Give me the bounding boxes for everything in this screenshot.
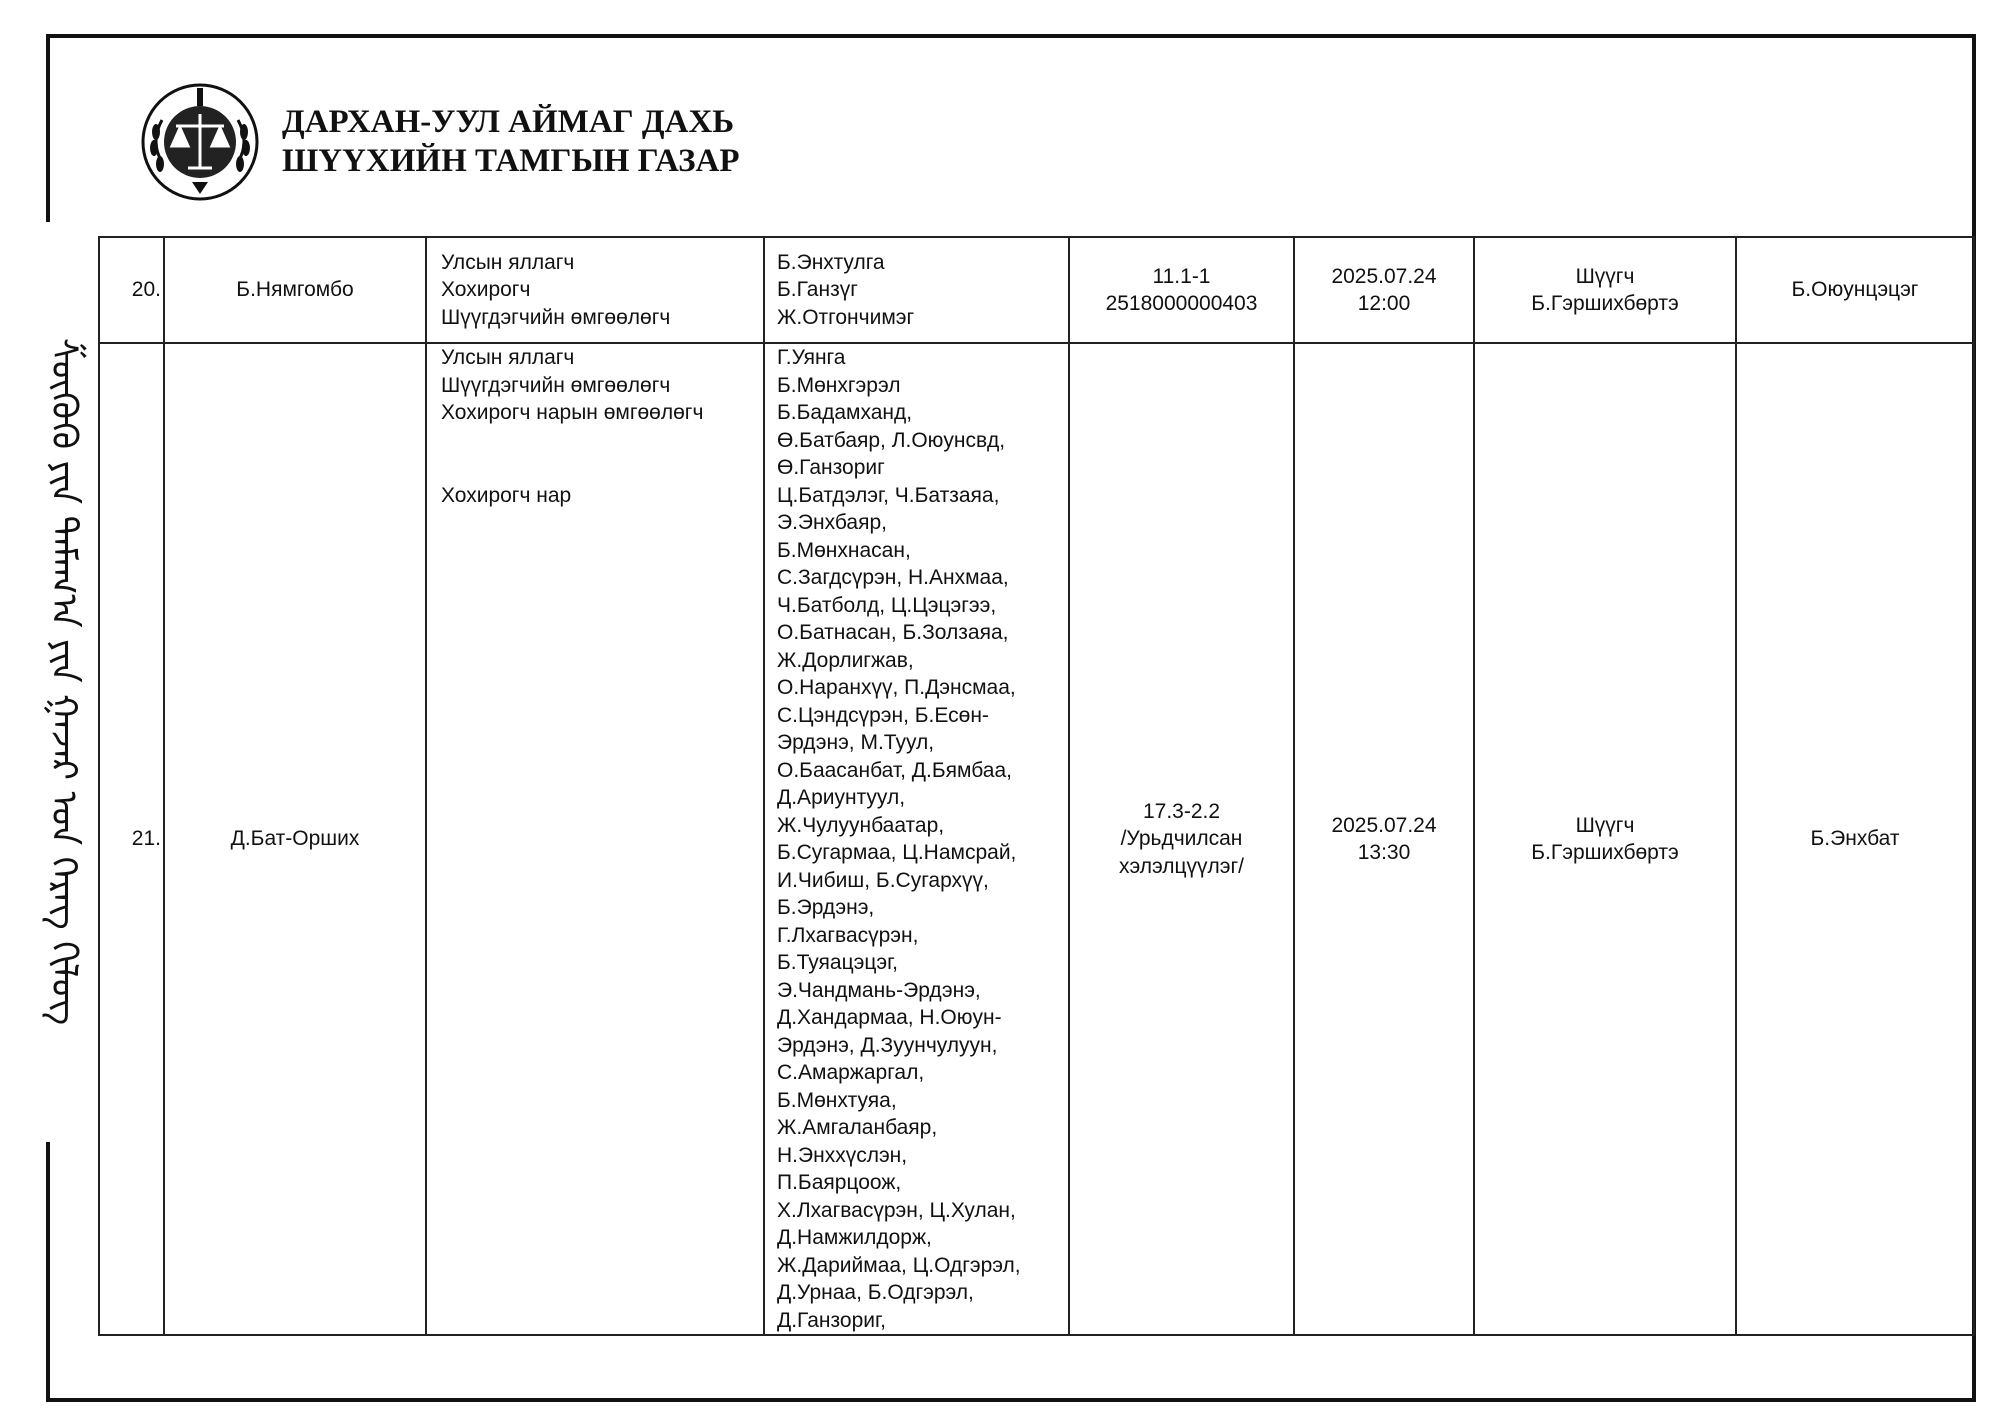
document-header <box>140 82 739 202</box>
defendant-name: Б.Нямгомбо <box>164 237 426 343</box>
vertical-margin-script: ᠱᠦᠭᠦᠬᠦ ᠶᠢᠨ ᠲᠠᠮᠠᠭ᠎ᠠ ᠶᠢᠨ ᠭᠠᠵᠠᠷ ᠤᠨ ᠬᠡᠷᠡᠭ ᠬᠢᠯᠦᠭ <box>46 222 80 1142</box>
participant-roles-group-a: Улсын яллагч Шүүгдэгчийн өмгөөлөгч Хохирогч нарын өмгөөлөгч <box>441 346 704 424</box>
organization-name-line1: ДАРХАН-УУЛ АЙМАГ ДАХЬ <box>282 104 735 140</box>
court-schedule-table <box>98 236 1975 1336</box>
hearing-datetime: 2025.07.24 13:30 <box>1294 343 1474 1335</box>
court-secretary: Б.Энхбат <box>1736 343 1974 1335</box>
participant-names: Г.Уянга Б.Мөнхгэрэл Б.Бадамханд, Ө.Батбаяр, Л.Оюунсвд, Ө.Ганзориг Ц.Батдэлэг, Ч.Батзаяа, Э.Энхбаяр, Б.Мөнхнасан, С.Загдсүрэн, Н.Анхмаа, Ч.Батболд, Ц.Цэцэгээ, О.Батнасан, Б.Золзаяа, Ж.Дорлигжав, О.Наранхүү, П.Дэнсмаа, С.Цэндсүрэн, Б.Есөн- Эрдэнэ, М.Туул, О.Баасанбат, Д.Бямбаа, Д.Ариунтуул, Ж.Чулуунбаатар, Б.Сугармаа, Ц.Намсрай, И.Чибиш, Б.Сугархүү, Б.Эрдэнэ, Г.Лхагвасүрэн, Б.Туяацэцэг, Э.Чандмань-Эрдэнэ, Д.Хандармаа, Н.Оюун- Эрдэнэ, Д.Зуунчулуун, С.Амаржаргал, Б.Мөнхтуяа, Ж.Амгаланбаяр, Н.Энххүслэн, П.Баярцоож, Х.Лхагвасүрэн, Ц.Хулан, Д.Намжилдорж, Ж.Дариймаа, Ц.Одгэрэл, Д.Урнаа, Б.Одгэрэл, Д.Ганзориг, <box>764 343 1069 1335</box>
participant-roles-group-b: Хохирогч нар <box>441 483 572 507</box>
participant-roles <box>426 343 764 1335</box>
court-emblem-icon <box>140 82 260 202</box>
court-secretary: Б.Оюунцэцэг <box>1736 237 1974 343</box>
case-article: 11.1-1 2518000000403 <box>1069 237 1294 343</box>
presiding-judge: Шүүгч Б.Гэршихбөртэ <box>1474 237 1736 343</box>
hearing-datetime: 2025.07.24 12:00 <box>1294 237 1474 343</box>
participant-names: Б.Энхтулга Б.Ганзүг Ж.Отгончимэг <box>764 237 1069 343</box>
row-number: 21. <box>99 343 164 1335</box>
participant-roles: Улсын яллагч Хохирогч Шүүгдэгчийн өмгөөлөгч <box>426 237 764 343</box>
case-article: 17.3-2.2 /Урьдчилсан хэлэлцүүлэг/ <box>1069 343 1294 1335</box>
defendant-name: Д.Бат-Орших <box>164 343 426 1335</box>
organization-name <box>282 103 739 181</box>
table-row <box>99 343 1974 1335</box>
table-row <box>99 237 1974 343</box>
row-number: 20. <box>99 237 164 343</box>
organization-name-line2: ШҮҮХИЙН ТАМГЫН ГАЗАР <box>282 143 740 179</box>
presiding-judge: Шүүгч Б.Гэршихбөртэ <box>1474 343 1736 1335</box>
